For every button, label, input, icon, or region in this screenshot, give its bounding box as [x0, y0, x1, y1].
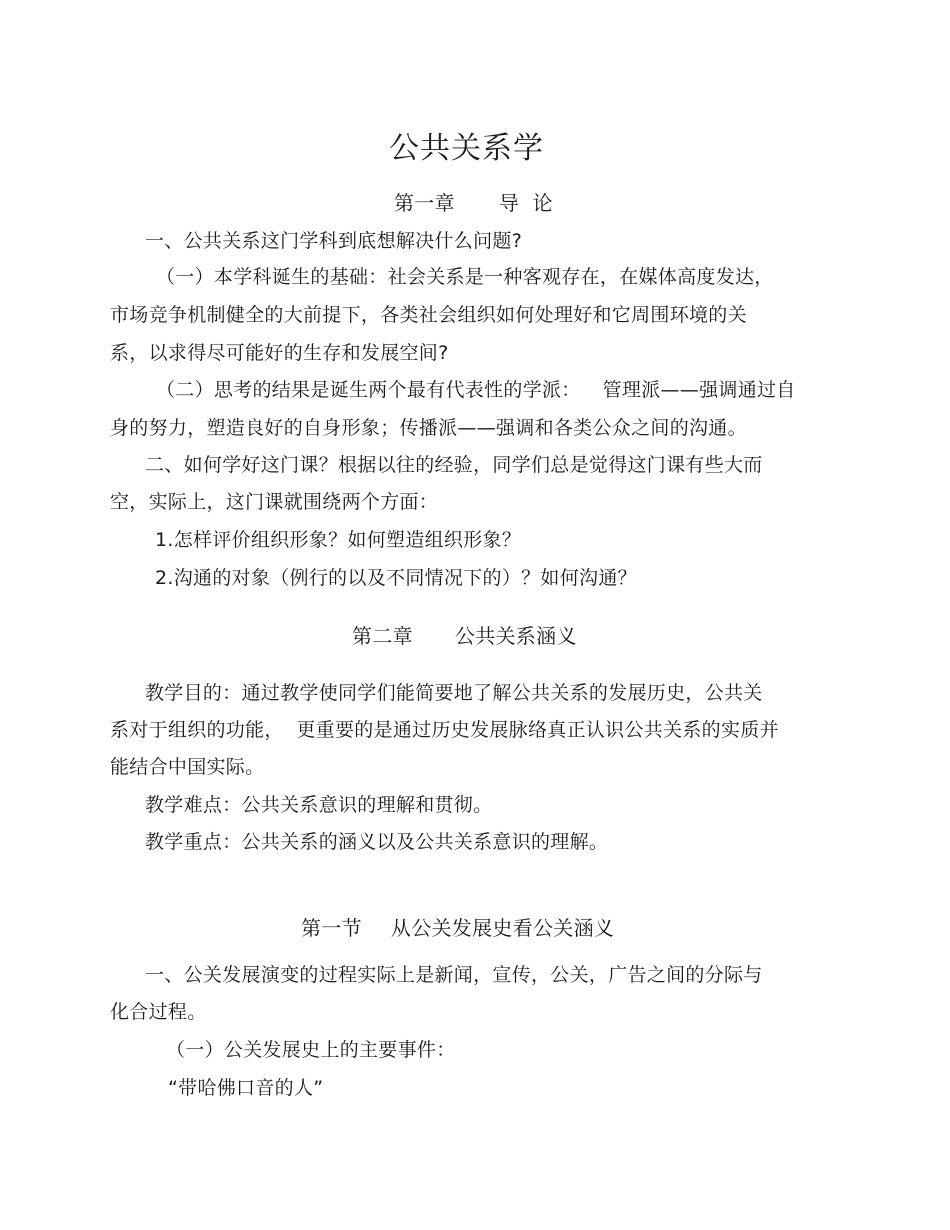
teaching-goal-line-3: 能结合中国实际。 — [110, 756, 265, 778]
chapter-1-question-1: 一、公共关系这门学科到底想解决什么问题? — [145, 230, 523, 252]
chapter-2-name: 公共关系涵义 — [454, 624, 577, 648]
section-1-name: 从公关发展史看公关涵义 — [390, 916, 615, 940]
section-1-subheading: （一）公关发展史上的主要事件： — [166, 1039, 456, 1061]
section-1-quote: “带哈佛口音的人” — [168, 1077, 324, 1099]
teaching-goal-line-2: 系对于组织的功能， 更重要的是通过历史发展脉络真正认识公共关系的实质并 — [110, 719, 779, 741]
chapter-1-para-2-line-1 — [156, 377, 796, 403]
chapter-1-label: 第一章 — [394, 191, 455, 215]
chapter-1-para-1-line-3: 系，以求得尽可能好的生存和发展空间? — [110, 342, 449, 364]
chapter-2-heading — [352, 623, 577, 649]
list-item-1: 1.怎样评价组织形象？如何塑造组织形象？ — [155, 529, 522, 551]
chapter-1-question-2-line-2: 空，实际上，这门课就围绕两个方面： — [110, 491, 439, 513]
list-item-2: 2.沟通的对象（例行的以及不同情况下的）？如何沟通？ — [155, 567, 637, 589]
document-title: 公共关系学 — [389, 131, 544, 166]
section-1-para-1-line-1: 一、公关发展演变的过程实际上是新闻，宣传，公关，广告之间的分际与 — [145, 964, 763, 986]
chapter-1-question-2-line-1: 二、如何学好这门课？根据以往的经验，同学们总是觉得这门课有些大而 — [145, 454, 763, 476]
chapter-1-heading — [394, 190, 553, 216]
chapter-2-label: 第二章 — [352, 624, 413, 648]
chapter-1-para-2-line-2: 身的努力，塑造良好的自身形象；传播派——强调和各类公众之间的沟通。 — [110, 417, 747, 439]
management-school: 管理派——强调通过自 — [602, 379, 796, 401]
chapter-1-para-1-line-2: 市场竞争机制健全的大前提下，各类社会组织如何处理好和它周围环境的关 — [110, 304, 747, 326]
teaching-goal-line-1: 教学目的：通过教学使同学们能简要地了解公共关系的发展历史，公共关 — [145, 682, 763, 704]
section-1-para-1-line-2: 化合过程。 — [110, 1001, 207, 1023]
teaching-difficulty: 教学难点：公共关系意识的理解和贯彻。 — [145, 794, 493, 816]
chapter-1-para-1-line-1: （一）本学科诞生的基础：社会关系是一种客观存在，在媒体高度发达， — [156, 266, 774, 288]
section-1-heading — [301, 915, 614, 941]
chapter-1-name: 导 论 — [498, 191, 553, 215]
section-1-label: 第一节 — [301, 916, 362, 940]
teaching-focus: 教学重点：公共关系的涵义以及公共关系意识的理解。 — [145, 831, 609, 853]
schools-intro: （二）思考的结果是诞生两个最有代表性的学派： — [156, 379, 581, 401]
